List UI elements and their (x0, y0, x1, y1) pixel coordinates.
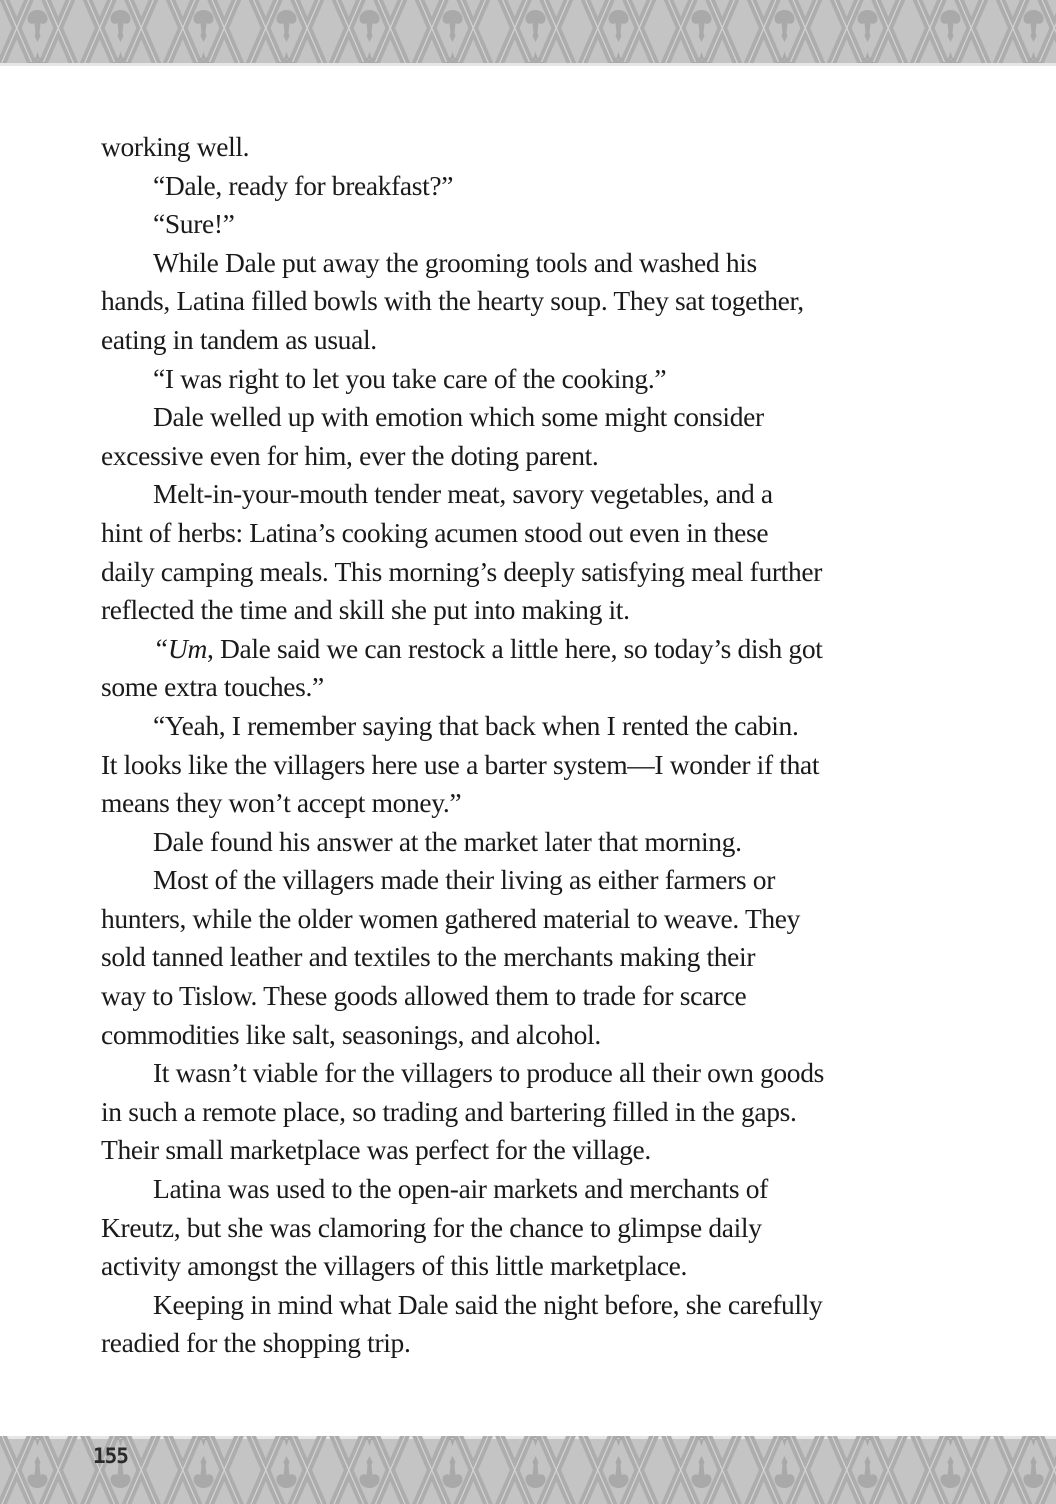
text-line: hunters, while the older women gathered material to weave. They (101, 902, 801, 934)
text-line: working well. (101, 131, 250, 162)
text-line: It wasn’t viable for the villagers to produce all their own goods (153, 1057, 824, 1089)
text-line: hint of herbs: Latina’s cooking acumen stood out even in these (101, 516, 769, 548)
paragraph (101, 1054, 913, 1170)
text-line: reflected the time and skill she put into making it. (101, 594, 630, 626)
text-line: It looks like the villagers here use a barter system—I wonder if that (101, 748, 820, 780)
paragraph (101, 475, 913, 629)
paragraph (101, 1170, 913, 1286)
chapter-body-text (101, 128, 913, 1363)
text-line: way to Tislow. These goods allowed them to trade for scarce (101, 980, 747, 1012)
text-line: Latina was used to the open-air markets and merchants of (153, 1173, 768, 1205)
text-line: Kreutz, but she was clamoring for the chance to glimpse daily (101, 1211, 762, 1243)
text-line: Dale welled up with emotion which some might consider (153, 401, 764, 433)
paragraph (101, 205, 913, 244)
text-line: commodities like salt, seasonings, and alcohol. (101, 1018, 601, 1050)
paragraph (101, 707, 913, 823)
text-line: Dale found his answer at the market later that morning. (153, 825, 742, 857)
text-line: Melt-in-your-mouth tender meat, savory vegetables, and a (153, 478, 773, 510)
text-line: “Yeah, I remember saying that back when I rented the cabin. (153, 709, 799, 741)
text-line: “I was right to let you take care of the cooking.” (153, 362, 667, 394)
paragraph (101, 360, 913, 399)
page-number: 155 (93, 1444, 128, 1468)
paragraph (101, 128, 913, 167)
text-line: excessive even for him, ever the doting parent. (101, 439, 599, 471)
text-line: eating in tandem as usual. (101, 323, 377, 355)
text-line: While Dale put away the grooming tools and washed his (153, 246, 757, 278)
text-line: activity amongst the villagers of this little marketplace. (101, 1250, 688, 1282)
text-line: Their small marketplace was perfect for the village. (101, 1134, 651, 1166)
text-line: readied for the shopping trip. (101, 1327, 411, 1359)
paragraph (101, 398, 913, 475)
text-line: in such a remote place, so trading and bartering filled in the gaps. (101, 1095, 797, 1127)
text-line: sold tanned leather and textiles to the merchants making their (101, 941, 756, 973)
text-line: hands, Latina filled bowls with the hearty soup. They sat together, (101, 285, 804, 317)
footer-ornament-band (0, 1436, 1056, 1504)
text-line (101, 630, 913, 669)
text-line: daily camping meals. This morning’s deeply satisfying meal further (101, 555, 823, 587)
text-line: some extra touches.” (101, 671, 324, 703)
paragraph (101, 861, 913, 1054)
header-ornament-band (0, 0, 1056, 66)
ornament-pattern-bottom (0, 1436, 1056, 1504)
ornament-pattern-top (0, 0, 1056, 66)
paragraph (101, 823, 913, 862)
text-line: “Sure!” (153, 208, 235, 240)
text-line: Keeping in mind what Dale said the night before, she carefully (153, 1288, 823, 1320)
paragraph (101, 1286, 913, 1363)
text-line: Most of the villagers made their living as either farmers or (153, 864, 776, 896)
text-line: means they won’t accept money.” (101, 787, 462, 819)
paragraph (101, 244, 913, 360)
italic-interjection: “Um (153, 632, 207, 664)
paragraph (101, 167, 913, 206)
text-line: “Dale, ready for breakfast?” (153, 169, 454, 201)
text-fragment: , Dale said we can restock a little here, so today’s dish got (206, 632, 823, 664)
paragraph (101, 630, 913, 707)
